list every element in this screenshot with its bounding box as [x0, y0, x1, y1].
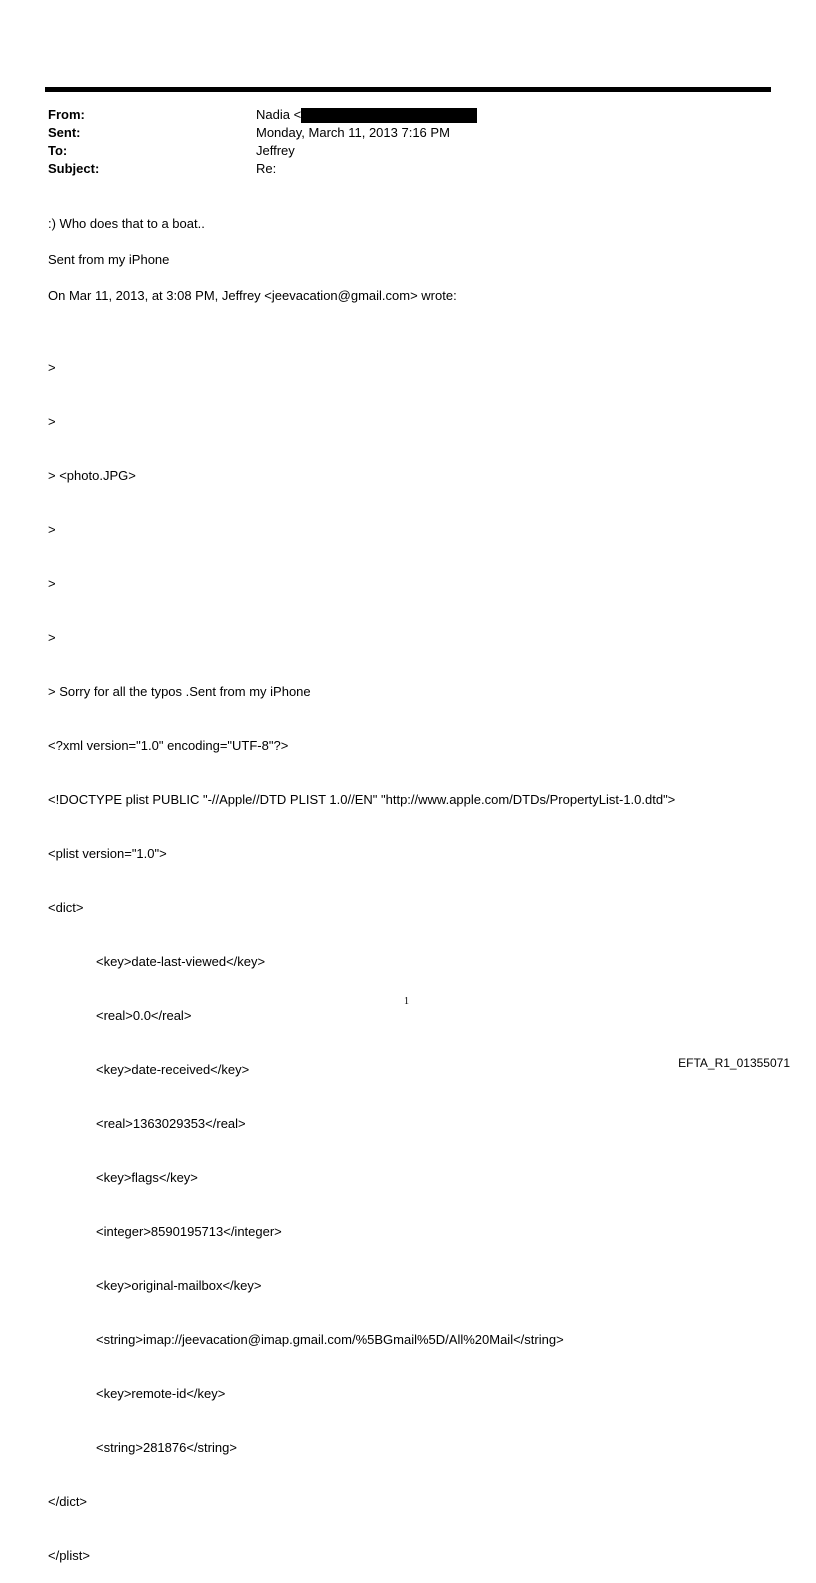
plist-dict-line: <key>original-mailbox</key> — [96, 1278, 262, 1293]
quote-intro: On Mar 11, 2013, at 3:08 PM, Jeffrey <jeevacation@gmail.com> wrote: — [48, 288, 457, 303]
sent-label: Sent: — [48, 125, 81, 140]
subject-row — [48, 160, 477, 178]
signature-text: Sent from my iPhone — [48, 252, 170, 267]
plist-end-line: </plist> — [48, 1548, 90, 1563]
plist-line: <!DOCTYPE plist PUBLIC "-//Apple//DTD PLIST 1.0//EN" "http://www.apple.com/DTDs/PropertyList-1.0.dtd"> — [48, 792, 676, 807]
plist-dict-line: <integer>8590195713</integer> — [96, 1224, 282, 1239]
plist-dict-line: <key>date-received</key> — [96, 1062, 250, 1077]
plist-dict-line: <string>281876</string> — [96, 1440, 237, 1455]
from-value — [256, 106, 477, 124]
plist-dict-line: <real>0.0</real> — [96, 1008, 192, 1023]
quoted-line: > <photo.JPG> — [48, 468, 136, 483]
to-label: To: — [48, 143, 68, 158]
quoted-line: > — [48, 522, 56, 537]
plist-line: <plist version="1.0"> — [48, 846, 167, 861]
from-label: From: — [48, 107, 85, 122]
sent-row — [48, 124, 477, 142]
email-header — [48, 106, 477, 178]
plist-line: <dict> — [48, 900, 84, 915]
plist-dict-line: <string>imap://jeevacation@imap.gmail.com/%5BGmail%5D/All%20Mail</string> — [96, 1332, 564, 1347]
plist-line: <?xml version="1.0" encoding="UTF-8"?> — [48, 738, 289, 753]
quoted-line: > — [48, 630, 56, 645]
page-number: 1 — [404, 996, 409, 1007]
from-name: Nadia < — [256, 107, 302, 122]
sent-value: Monday, March 11, 2013 7:16 PM — [256, 125, 450, 140]
plist-dict-line: <key>date-last-viewed</key> — [96, 954, 266, 969]
quoted-line: > Sorry for all the typos .Sent from my iPhone — [48, 684, 311, 699]
to-value: Jeffrey — [256, 143, 295, 158]
subject-value: Re: — [256, 161, 277, 176]
plist-end-line: </dict> — [48, 1494, 88, 1509]
quoted-line: > — [48, 414, 56, 429]
message-text: :) Who does that to a boat.. — [48, 216, 205, 231]
redaction-box — [301, 108, 477, 123]
subject-label: Subject: — [48, 161, 100, 176]
header-divider — [45, 87, 771, 92]
plist-dict-line: <real>1363029353</real> — [96, 1116, 246, 1131]
to-row — [48, 142, 477, 160]
plist-dict-line: <key>remote-id</key> — [96, 1386, 226, 1401]
from-row — [48, 106, 477, 124]
document-id: EFTA_R1_01355071 — [678, 1056, 790, 1070]
quoted-block — [48, 323, 675, 1583]
quoted-line: > — [48, 576, 56, 591]
quoted-line: > — [48, 360, 56, 375]
plist-dict-line: <key>flags</key> — [96, 1170, 198, 1185]
